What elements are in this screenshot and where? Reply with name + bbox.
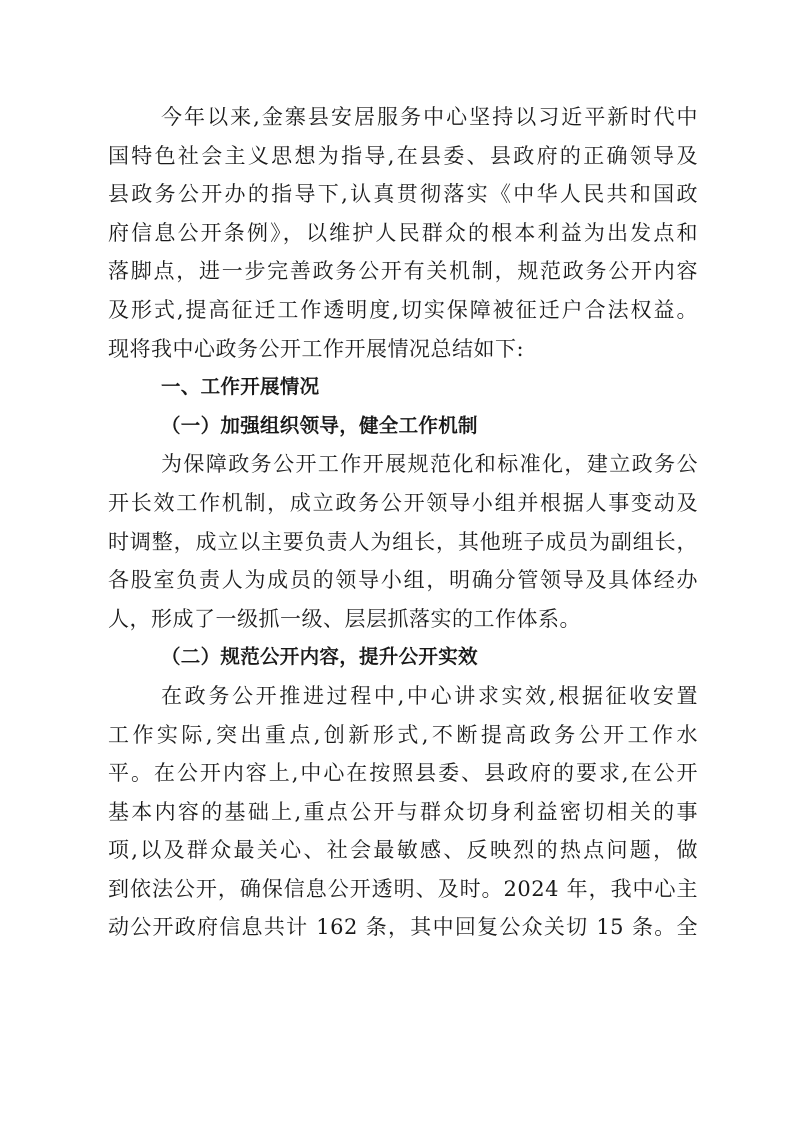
subheading-organization-leadership: （一）加强组织领导，健全工作机制 xyxy=(161,413,478,437)
paragraph-3-line-2: 工作实际,突出重点,创新形式,不断提高政务公开工作水 xyxy=(108,722,698,747)
paragraph-3-line-6: 到依法公开，确保信息公开透明、及时。2024 年，我中心主 xyxy=(108,876,698,901)
paragraph-1-line-5: 落脚点，进一步完善政务公开有关机制，规范政务公开内容 xyxy=(108,259,698,284)
paragraph-1-line-6: 及形式,提高征迁工作透明度,切实保障被征迁户合法权益。 xyxy=(108,297,698,322)
section-heading-work-progress: 一、工作开展情况 xyxy=(161,375,320,399)
paragraph-1-line-4: 府信息公开条例》，以维护人民群众的根本利益为出发点和 xyxy=(108,220,698,245)
paragraph-3-line-1: 在政务公开推进过程中,中心讲求实效,根据征收安置 xyxy=(161,683,698,708)
paragraph-2-line-3: 时调整，成立以主要负责人为组长，其他班子成员为副组长， xyxy=(108,529,698,554)
document-body xyxy=(108,98,698,947)
subheading-standardize-content: （二）规范公开内容，提升公开实效 xyxy=(161,645,478,669)
paragraph-3-line-5: 项,以及群众最关心、社会最敏感、反映烈的热点问题，做 xyxy=(108,838,698,863)
paragraph-3-line-4: 基本内容的基础上,重点公开与群众切身利益密切相关的事 xyxy=(108,799,698,824)
paragraph-2-line-2: 开长效工作机制，成立政务公开领导小组并根据人事变动及 xyxy=(108,490,698,515)
paragraph-2-line-4: 各股室负责人为成员的领导小组，明确分管领导及具体经办 xyxy=(108,568,698,593)
paragraph-3-line-7: 动公开政府信息共计 162 条，其中回复公众关切 15 条。全 xyxy=(108,915,698,940)
paragraph-2-line-1: 为保障政务公开工作开展规范化和标准化，建立政务公 xyxy=(161,452,698,477)
paragraph-3-line-3: 平。在公开内容上,中心在按照县委、县政府的要求,在公开 xyxy=(108,761,698,786)
paragraph-1-line-1: 今年以来,金寨县安居服务中心坚持以习近平新时代中 xyxy=(161,105,698,129)
paragraph-2-line-5: 人，形成了一级抓一级、层层抓落实的工作体系。 xyxy=(108,606,581,631)
paragraph-1-line-2: 国特色社会主义思想为指导,在县委、县政府的正确领导及 xyxy=(108,143,698,168)
paragraph-1-line-7: 现将我中心政务公开工作开展情况总结如下: xyxy=(108,336,525,361)
paragraph-1-line-3: 县政务公开办的指导下,认真贯彻落实《中华人民共和国政 xyxy=(108,182,698,207)
